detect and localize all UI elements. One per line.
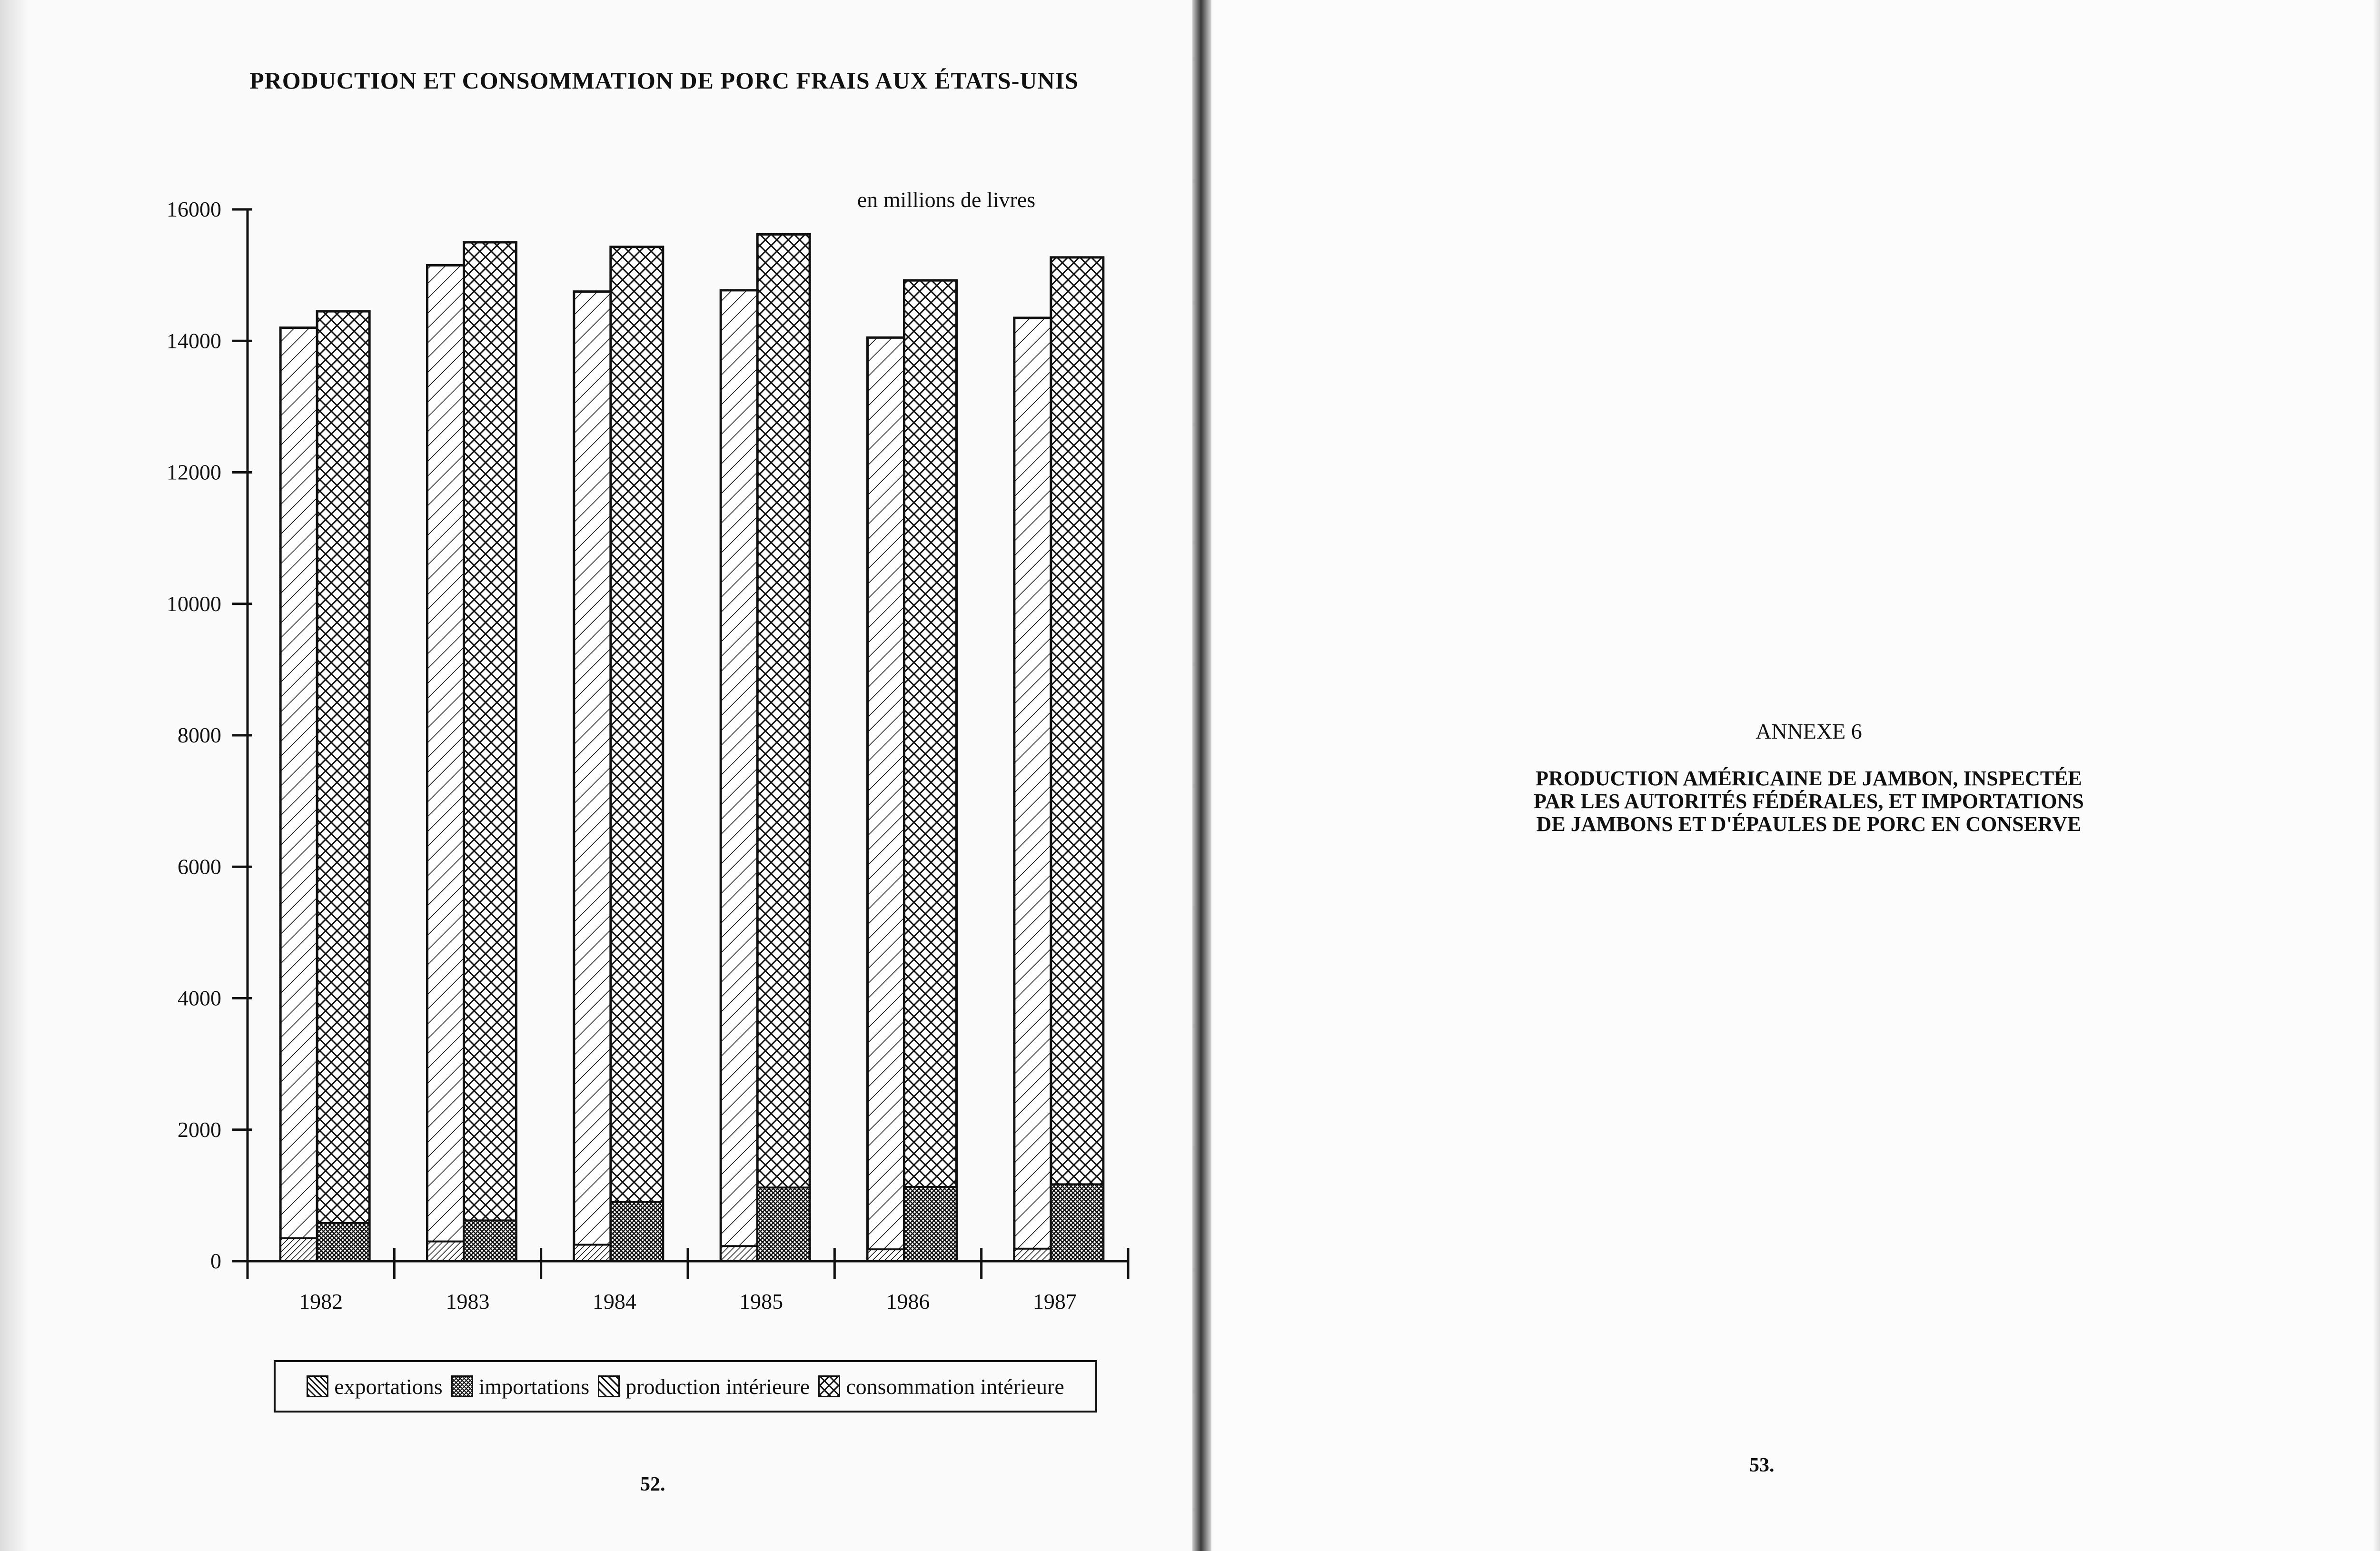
bar-importations-1987 xyxy=(1051,1184,1103,1261)
x-tick-label: 1987 xyxy=(1032,1289,1077,1314)
bar-importations-1983 xyxy=(464,1220,516,1261)
y-tick-label: 2000 xyxy=(178,1117,221,1142)
book-gutter xyxy=(1192,0,1211,1551)
legend-item-consommation xyxy=(818,1374,1064,1399)
y-tick-label: 14000 xyxy=(167,328,221,353)
y-tick-label: 6000 xyxy=(178,854,221,879)
bar-consommation-1983 xyxy=(464,242,516,1261)
legend-label-production: production intérieure xyxy=(625,1374,810,1399)
unit-note: en millions de livres xyxy=(857,188,1036,212)
y-tick-label: 12000 xyxy=(167,460,221,484)
bar-consommation-1985 xyxy=(757,234,810,1261)
legend-item-exportations xyxy=(307,1374,442,1399)
bar-importations-1982 xyxy=(317,1223,369,1261)
annex-title xyxy=(1211,767,2380,836)
y-tick-label: 0 xyxy=(210,1249,221,1273)
legend-swatch-consommation xyxy=(818,1375,840,1397)
bar-consommation-1986 xyxy=(904,280,957,1261)
legend-item-production xyxy=(598,1374,810,1399)
y-tick-label: 10000 xyxy=(167,591,221,616)
chart-legend xyxy=(274,1360,1097,1413)
x-tick-label: 1984 xyxy=(592,1289,636,1314)
legend-label-importations: importations xyxy=(478,1374,590,1399)
y-tick-label: 16000 xyxy=(167,197,221,221)
x-tick-label: 1982 xyxy=(299,1289,343,1314)
y-tick-label: 4000 xyxy=(178,986,221,1010)
x-tick-label: 1986 xyxy=(886,1289,930,1314)
legend-swatch-exportations xyxy=(307,1375,328,1397)
bar-consommation-1982 xyxy=(317,311,369,1261)
legend-swatch-importations xyxy=(451,1375,473,1397)
annex-title-line: PAR LES AUTORITÉS FÉDÉRALES, ET IMPORTATIONS xyxy=(1534,790,2084,813)
legend-swatch-production xyxy=(598,1375,620,1397)
legend-item-importations xyxy=(451,1374,590,1399)
annex-label: ANNEXE 6 xyxy=(1755,719,1862,743)
legend-label-consommation: consommation intérieure xyxy=(846,1374,1064,1399)
legend-label-exportations: exportations xyxy=(334,1374,443,1399)
chart-title: PRODUCTION ET CONSOMMATION DE PORC FRAIS AUX ÉTATS-UNIS xyxy=(249,67,1079,94)
bar-importations-1984 xyxy=(611,1202,663,1261)
bar-consommation-1984 xyxy=(611,247,663,1261)
x-tick-label: 1983 xyxy=(446,1289,490,1314)
annex-title-line: PRODUCTION AMÉRICAINE DE JAMBON, INSPECTÉE xyxy=(1536,767,2082,790)
annex-title-line: DE JAMBONS ET D'ÉPAULES DE PORC EN CONSERVE xyxy=(1536,812,2082,836)
bar-importations-1985 xyxy=(757,1187,810,1261)
right-page-number: 53. xyxy=(1749,1454,1775,1476)
x-tick-label: 1985 xyxy=(739,1289,783,1314)
left-page-number: 52. xyxy=(640,1473,665,1495)
y-tick-label: 8000 xyxy=(178,723,221,747)
bar-consommation-1987 xyxy=(1051,257,1103,1261)
bar-importations-1986 xyxy=(904,1187,957,1261)
